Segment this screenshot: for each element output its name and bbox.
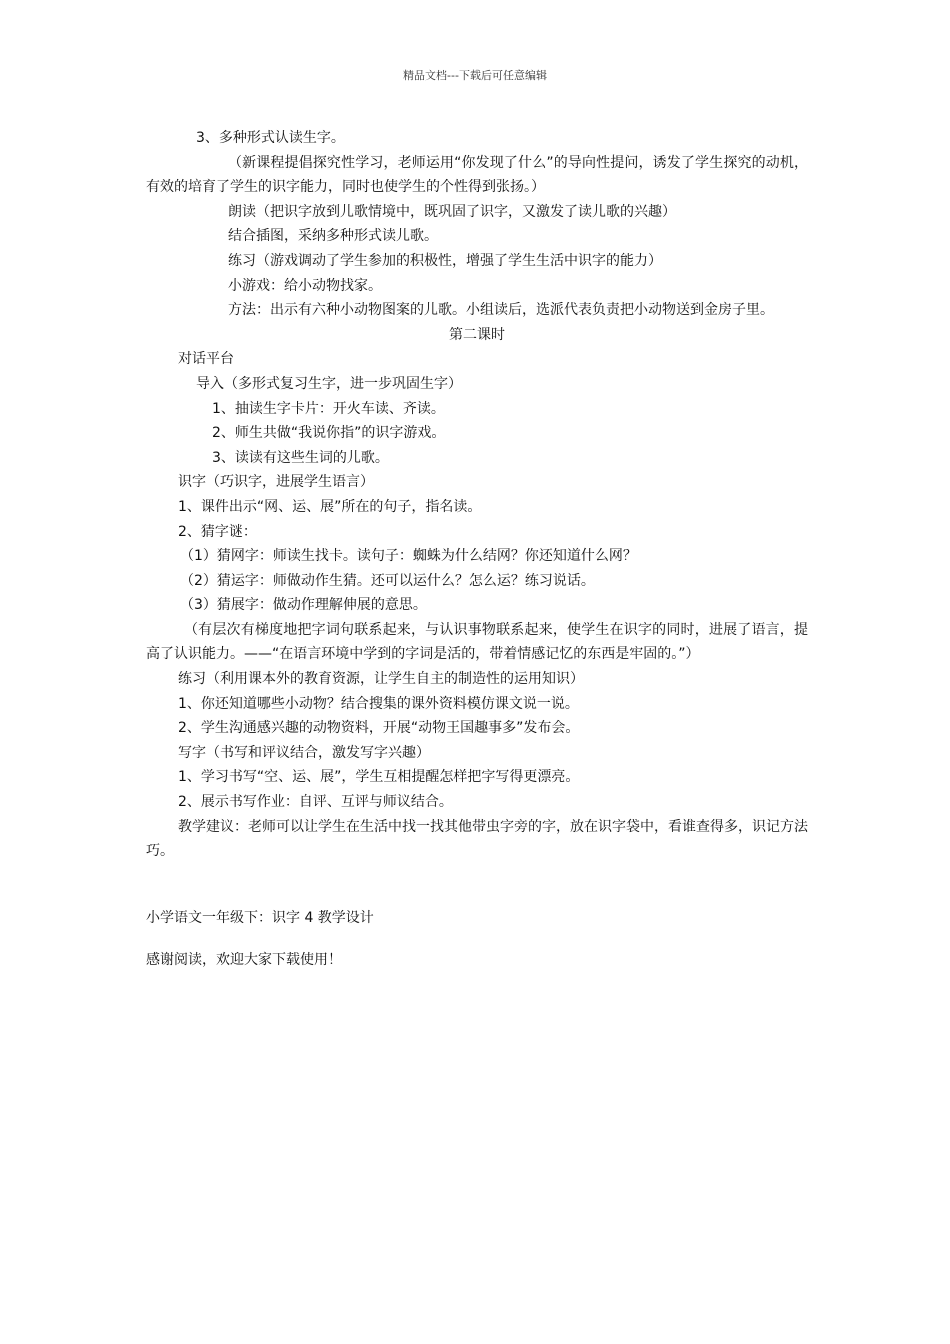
list-item: （2）猜运字：师做动作生猜。还可以运什么？怎么运？练习说话。 [180, 572, 595, 589]
list-item: 3、读读有这些生词的儿歌。 [212, 449, 389, 466]
paragraph: 练习（游戏调动了学生参加的积极性，增强了学生生活中识字的能力） [228, 252, 662, 269]
document-title: 小学语文一年级下：识字 4 教学设计 [146, 909, 374, 926]
list-item: （3）猜展字：做动作理解伸展的意思。 [180, 597, 427, 614]
list-item: 2、师生共做“我说你指”的识字游戏。 [212, 425, 446, 442]
list-item: 1、课件出示“网、运、展”所在的句子，指名读。 [178, 498, 482, 515]
paragraph: 教学建议：老师可以让学生在生活中找一找其他带虫字旁的字，放在识字袋中，看谁查得多，识记方法巧。 [146, 818, 808, 860]
section-title: 第二课时 [449, 326, 505, 343]
list-item: 2、学生沟通感兴趣的动物资料，开展“动物王国趣事多”发布会。 [178, 720, 580, 737]
paragraph: 朗读（把识字放到儿歌情境中，既巩固了识字，又激发了读儿歌的兴趣） [228, 203, 676, 220]
list-item: 2、展示书写作业：自评、互评与师议结合。 [178, 794, 453, 811]
document-body [146, 126, 808, 973]
spacer [146, 930, 808, 948]
list-item: （1）猜网字：师读生找卡。读句子：蜘蛛为什么结网？你还知道什么网？ [180, 548, 637, 565]
heading: 识字（巧识字，进展学生语言） [178, 474, 374, 491]
paragraph: 方法：出示有六种小动物图案的儿歌。小组读后，选派代表负责把小动物送到金房子里。 [228, 302, 774, 319]
list-item: 2、猜字谜： [178, 523, 257, 540]
heading: 对话平台 [178, 351, 234, 368]
paragraph: （有层次有梯度地把字词句联系起来，与认识事物联系起来，使学生在识字的同时，进展了语言，提高了认识能力。——“在语言环境中学到的字词是活的，带着情感记忆的东西是牢固的。”） [146, 621, 808, 663]
list-item: 1、抽读生字卡片：开火车读、齐读。 [212, 400, 445, 417]
list-item: 1、你还知道哪些小动物？结合搜集的课外资料模仿课文说一说。 [178, 695, 579, 712]
spacer [146, 864, 808, 906]
heading: 练习（利用课本外的教育资源，让学生自主的制造性的运用知识） [178, 671, 584, 688]
paragraph: 结合插图，采纳多种形式读儿歌。 [228, 228, 438, 245]
paragraph: 导入（多形式复习生字，进一步巩固生字） [196, 375, 462, 392]
closing-note: 感谢阅读，欢迎大家下载使用！ [146, 952, 342, 969]
paragraph: 小游戏：给小动物找家。 [228, 277, 382, 294]
list-item: 1、学习书写“空、运、展”，学生互相提醒怎样把字写得更漂亮。 [178, 769, 580, 786]
paragraph: 3、多种形式认读生字。 [196, 130, 345, 146]
paragraph: （新课程提倡探究性学习，老师运用“你发现了什么”的导向性提问，诱发了学生探究的动机，有效的培育了学生的识字能力，同时也使学生的个性得到张扬。） [146, 154, 808, 196]
heading: 写字（书写和评议结合，激发写字兴趣） [178, 744, 430, 761]
page-header: 精品文档---下载后可任意编辑 [403, 69, 547, 82]
